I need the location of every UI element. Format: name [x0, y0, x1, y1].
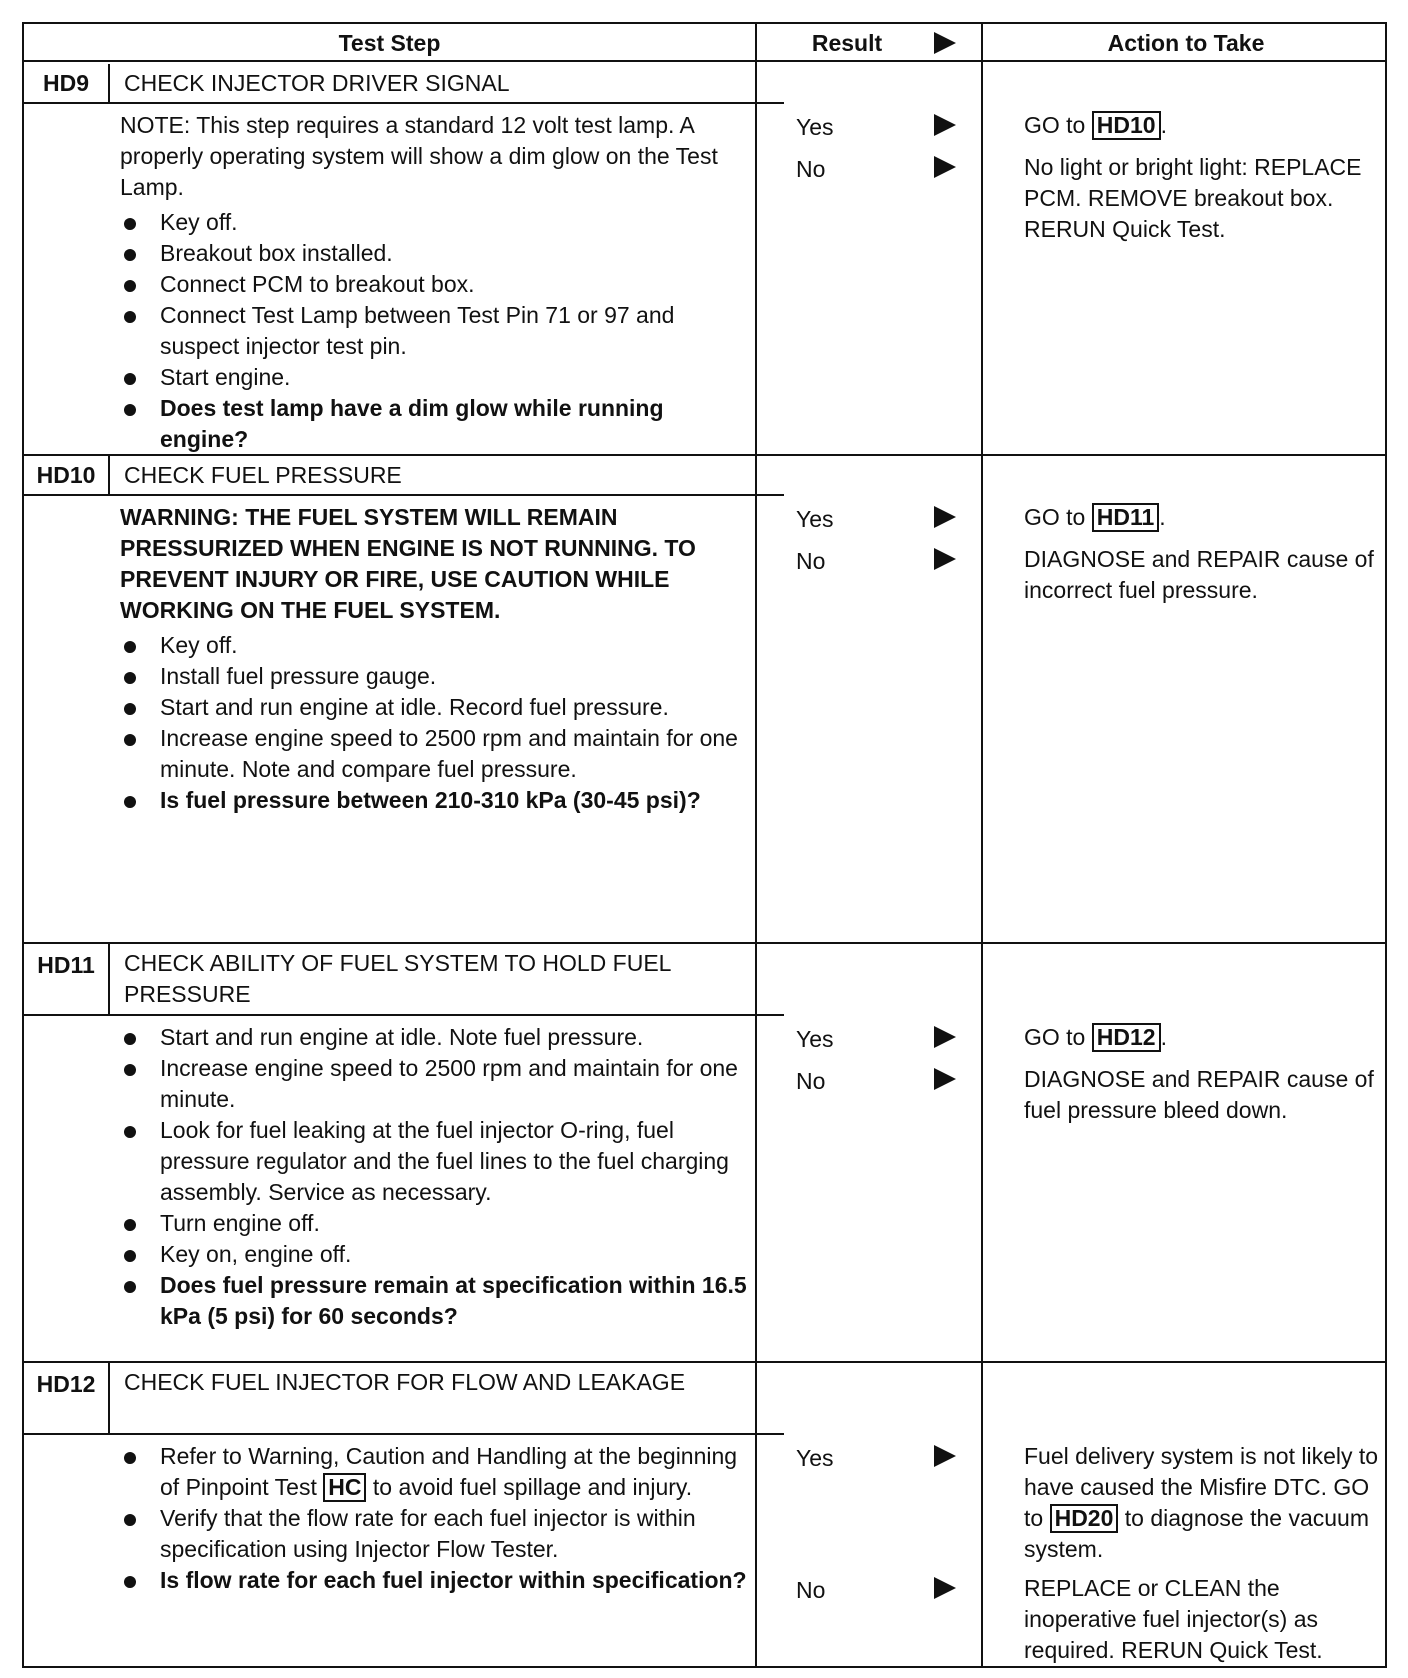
bullet-icon [124, 796, 136, 808]
bullet-text: Start engine. [160, 364, 291, 390]
step-title: CHECK FUEL PRESSURE [108, 456, 784, 496]
bullet-icon [124, 311, 136, 323]
action-yes [1024, 110, 1384, 141]
arrow-icon [934, 1445, 956, 1467]
bullet-text: Is fuel pressure between 210-310 kPa (30-45 psi)? [160, 787, 701, 813]
bullet-icon [124, 249, 136, 261]
bullet-icon [124, 373, 136, 385]
diagnostic-table [22, 22, 1387, 1668]
bullet-text: Look for fuel leaking at the fuel injector O-ring, fuel pressure regulator and the fuel lines to the fuel charging assembly. Service as necessary. [160, 1117, 729, 1205]
step-title: CHECK INJECTOR DRIVER SIGNAL [108, 64, 784, 104]
bullet-text: Does test lamp have a dim glow while running engine? [160, 395, 664, 452]
bullet-icon [124, 1452, 136, 1464]
bullet-text: Key off. [160, 632, 238, 658]
action-text: GO to [1024, 112, 1086, 138]
bullet-icon [124, 1576, 136, 1588]
step-id: HD9 [42, 70, 89, 96]
list-item [120, 393, 750, 455]
action-text: GO to [1024, 1024, 1086, 1050]
list-item [120, 1270, 750, 1332]
arrow-icon [934, 1026, 956, 1048]
bullet-text: Start and run engine at idle. Note fuel pressure. [160, 1024, 644, 1050]
action-no: REPLACE or CLEAN the inoperative fuel injector(s) as required. RERUN Quick Test. [1024, 1575, 1323, 1663]
result-no: No [796, 156, 826, 182]
bullet-text: Key off. [160, 209, 238, 235]
action-no: No light or bright light: REPLACE PCM. REMOVE breakout box. RERUN Quick Test. [1024, 154, 1362, 242]
bullet-text: Connect Test Lamp between Test Pin 71 or 97 and suspect injector test pin. [160, 302, 675, 359]
step-note: NOTE: This step requires a standard 12 volt test lamp. A properly operating system will show a dim glow on the Test Lamp. [120, 112, 718, 200]
bullet-icon [124, 404, 136, 416]
bullet-icon [124, 641, 136, 653]
action-text: GO to [1024, 504, 1086, 530]
step-title: CHECK ABILITY OF FUEL SYSTEM TO HOLD FUEL PRESSURE [108, 944, 784, 1016]
result-no: No [796, 1577, 826, 1603]
bullet-text: Increase engine speed to 2500 rpm and maintain for one minute. Note and compare fuel pressure. [160, 725, 738, 782]
step-body [120, 502, 750, 816]
bullet-icon [124, 1064, 136, 1076]
action-yes [1024, 502, 1384, 533]
step-body [120, 1441, 750, 1596]
step-bullets [120, 630, 750, 816]
step-warning: WARNING: THE FUEL SYSTEM WILL REMAIN PRESSURIZED WHEN ENGINE IS NOT RUNNING. TO PREVENT INJURY OR FIRE, USE CAUTION WHILE WORKING ON THE FUEL SYSTEM. [120, 504, 696, 623]
step-ref[interactable]: HC [323, 1473, 366, 1502]
bullet-icon [124, 1033, 136, 1045]
bullet-text: Start and run engine at idle. Record fuel pressure. [160, 694, 669, 720]
action-no: DIAGNOSE and REPAIR cause of incorrect fuel pressure. [1024, 546, 1374, 603]
bullet-icon [124, 218, 136, 230]
list-item [120, 269, 750, 300]
action-text: . [1160, 1024, 1167, 1050]
bullet-text: Is flow rate for each fuel injector within specification? [160, 1567, 747, 1593]
action-text: . [1160, 112, 1167, 138]
bullet-icon [124, 280, 136, 292]
bullet-text: Refer to Warning, Caution and Handling at the beginning of Pinpoint Test [160, 1443, 738, 1500]
step-id: HD12 [36, 1371, 96, 1397]
action-yes [1024, 1022, 1384, 1053]
action-text: to diagnose the vacuum system. [1024, 1505, 1369, 1562]
list-item [120, 1565, 750, 1596]
step-id: HD11 [37, 952, 95, 978]
result-yes: Yes [796, 114, 834, 140]
list-item [120, 692, 750, 723]
step-ref[interactable]: HD10 [1092, 111, 1161, 140]
list-item [120, 723, 750, 785]
list-item [120, 661, 750, 692]
result-no: No [796, 1068, 826, 1094]
step-bullets [120, 1441, 750, 1596]
list-item [120, 1208, 750, 1239]
bullet-icon [124, 1514, 136, 1526]
result-yes: Yes [796, 1026, 834, 1052]
bullet-icon [124, 1126, 136, 1138]
arrow-icon [934, 156, 956, 178]
arrow-icon [934, 548, 956, 570]
step-ref[interactable]: HD20 [1050, 1504, 1119, 1533]
list-item [120, 1503, 750, 1565]
table-header [24, 24, 1385, 62]
action-no: DIAGNOSE and REPAIR cause of fuel pressure bleed down. [1024, 1066, 1374, 1123]
arrow-icon [934, 32, 956, 54]
list-item [120, 238, 750, 269]
arrow-icon [934, 1577, 956, 1599]
result-yes: Yes [796, 1445, 834, 1471]
action-text: Fuel delivery system is not likely to have caused the Misfire DTC. GO to [1024, 1443, 1379, 1531]
list-item [120, 1022, 750, 1053]
header-result: Result [811, 30, 883, 56]
action-text: . [1159, 504, 1166, 530]
bullet-text: Increase engine speed to 2500 rpm and maintain for one minute. [160, 1055, 738, 1112]
bullet-text: Verify that the flow rate for each fuel injector is within specification using Injector Flow Tester. [160, 1505, 696, 1562]
bullet-text: Turn engine off. [160, 1210, 320, 1236]
step-ref[interactable]: HD11 [1092, 503, 1160, 532]
bullet-icon [124, 1250, 136, 1262]
header-test-step: Test Step [338, 30, 441, 56]
list-item [120, 1441, 750, 1503]
bullet-text: Connect PCM to breakout box. [160, 271, 475, 297]
list-item [120, 1053, 750, 1115]
step-bullets [120, 1022, 750, 1332]
result-no: No [796, 548, 826, 574]
bullet-icon [124, 1281, 136, 1293]
bullet-text: to avoid fuel spillage and injury. [372, 1474, 693, 1500]
list-item [120, 1115, 750, 1208]
bullet-icon [124, 703, 136, 715]
step-body [120, 110, 750, 455]
arrow-icon [934, 114, 956, 136]
bullet-text: Install fuel pressure gauge. [160, 663, 437, 689]
list-item [120, 362, 750, 393]
step-id: HD10 [36, 462, 96, 488]
step-ref[interactable]: HD12 [1092, 1023, 1161, 1052]
column-divider [981, 24, 983, 1666]
list-item [120, 300, 750, 362]
header-action: Action to Take [1107, 30, 1265, 56]
step-bullets [120, 207, 750, 455]
bullet-text: Key on, engine off. [160, 1241, 352, 1267]
list-item [120, 630, 750, 661]
step-title: CHECK FUEL INJECTOR FOR FLOW AND LEAKAGE [108, 1363, 784, 1435]
arrow-icon [934, 506, 956, 528]
bullet-icon [124, 734, 136, 746]
arrow-icon [934, 1068, 956, 1090]
bullet-text: Breakout box installed. [160, 240, 393, 266]
list-item [120, 1239, 750, 1270]
bullet-text: Does fuel pressure remain at specification within 16.5 kPa (5 psi) for 60 seconds? [160, 1272, 747, 1329]
list-item [120, 785, 750, 816]
bullet-icon [124, 672, 136, 684]
bullet-icon [124, 1219, 136, 1231]
action-yes [1024, 1441, 1384, 1565]
list-item [120, 207, 750, 238]
step-body [120, 1022, 750, 1332]
result-yes: Yes [796, 506, 834, 532]
